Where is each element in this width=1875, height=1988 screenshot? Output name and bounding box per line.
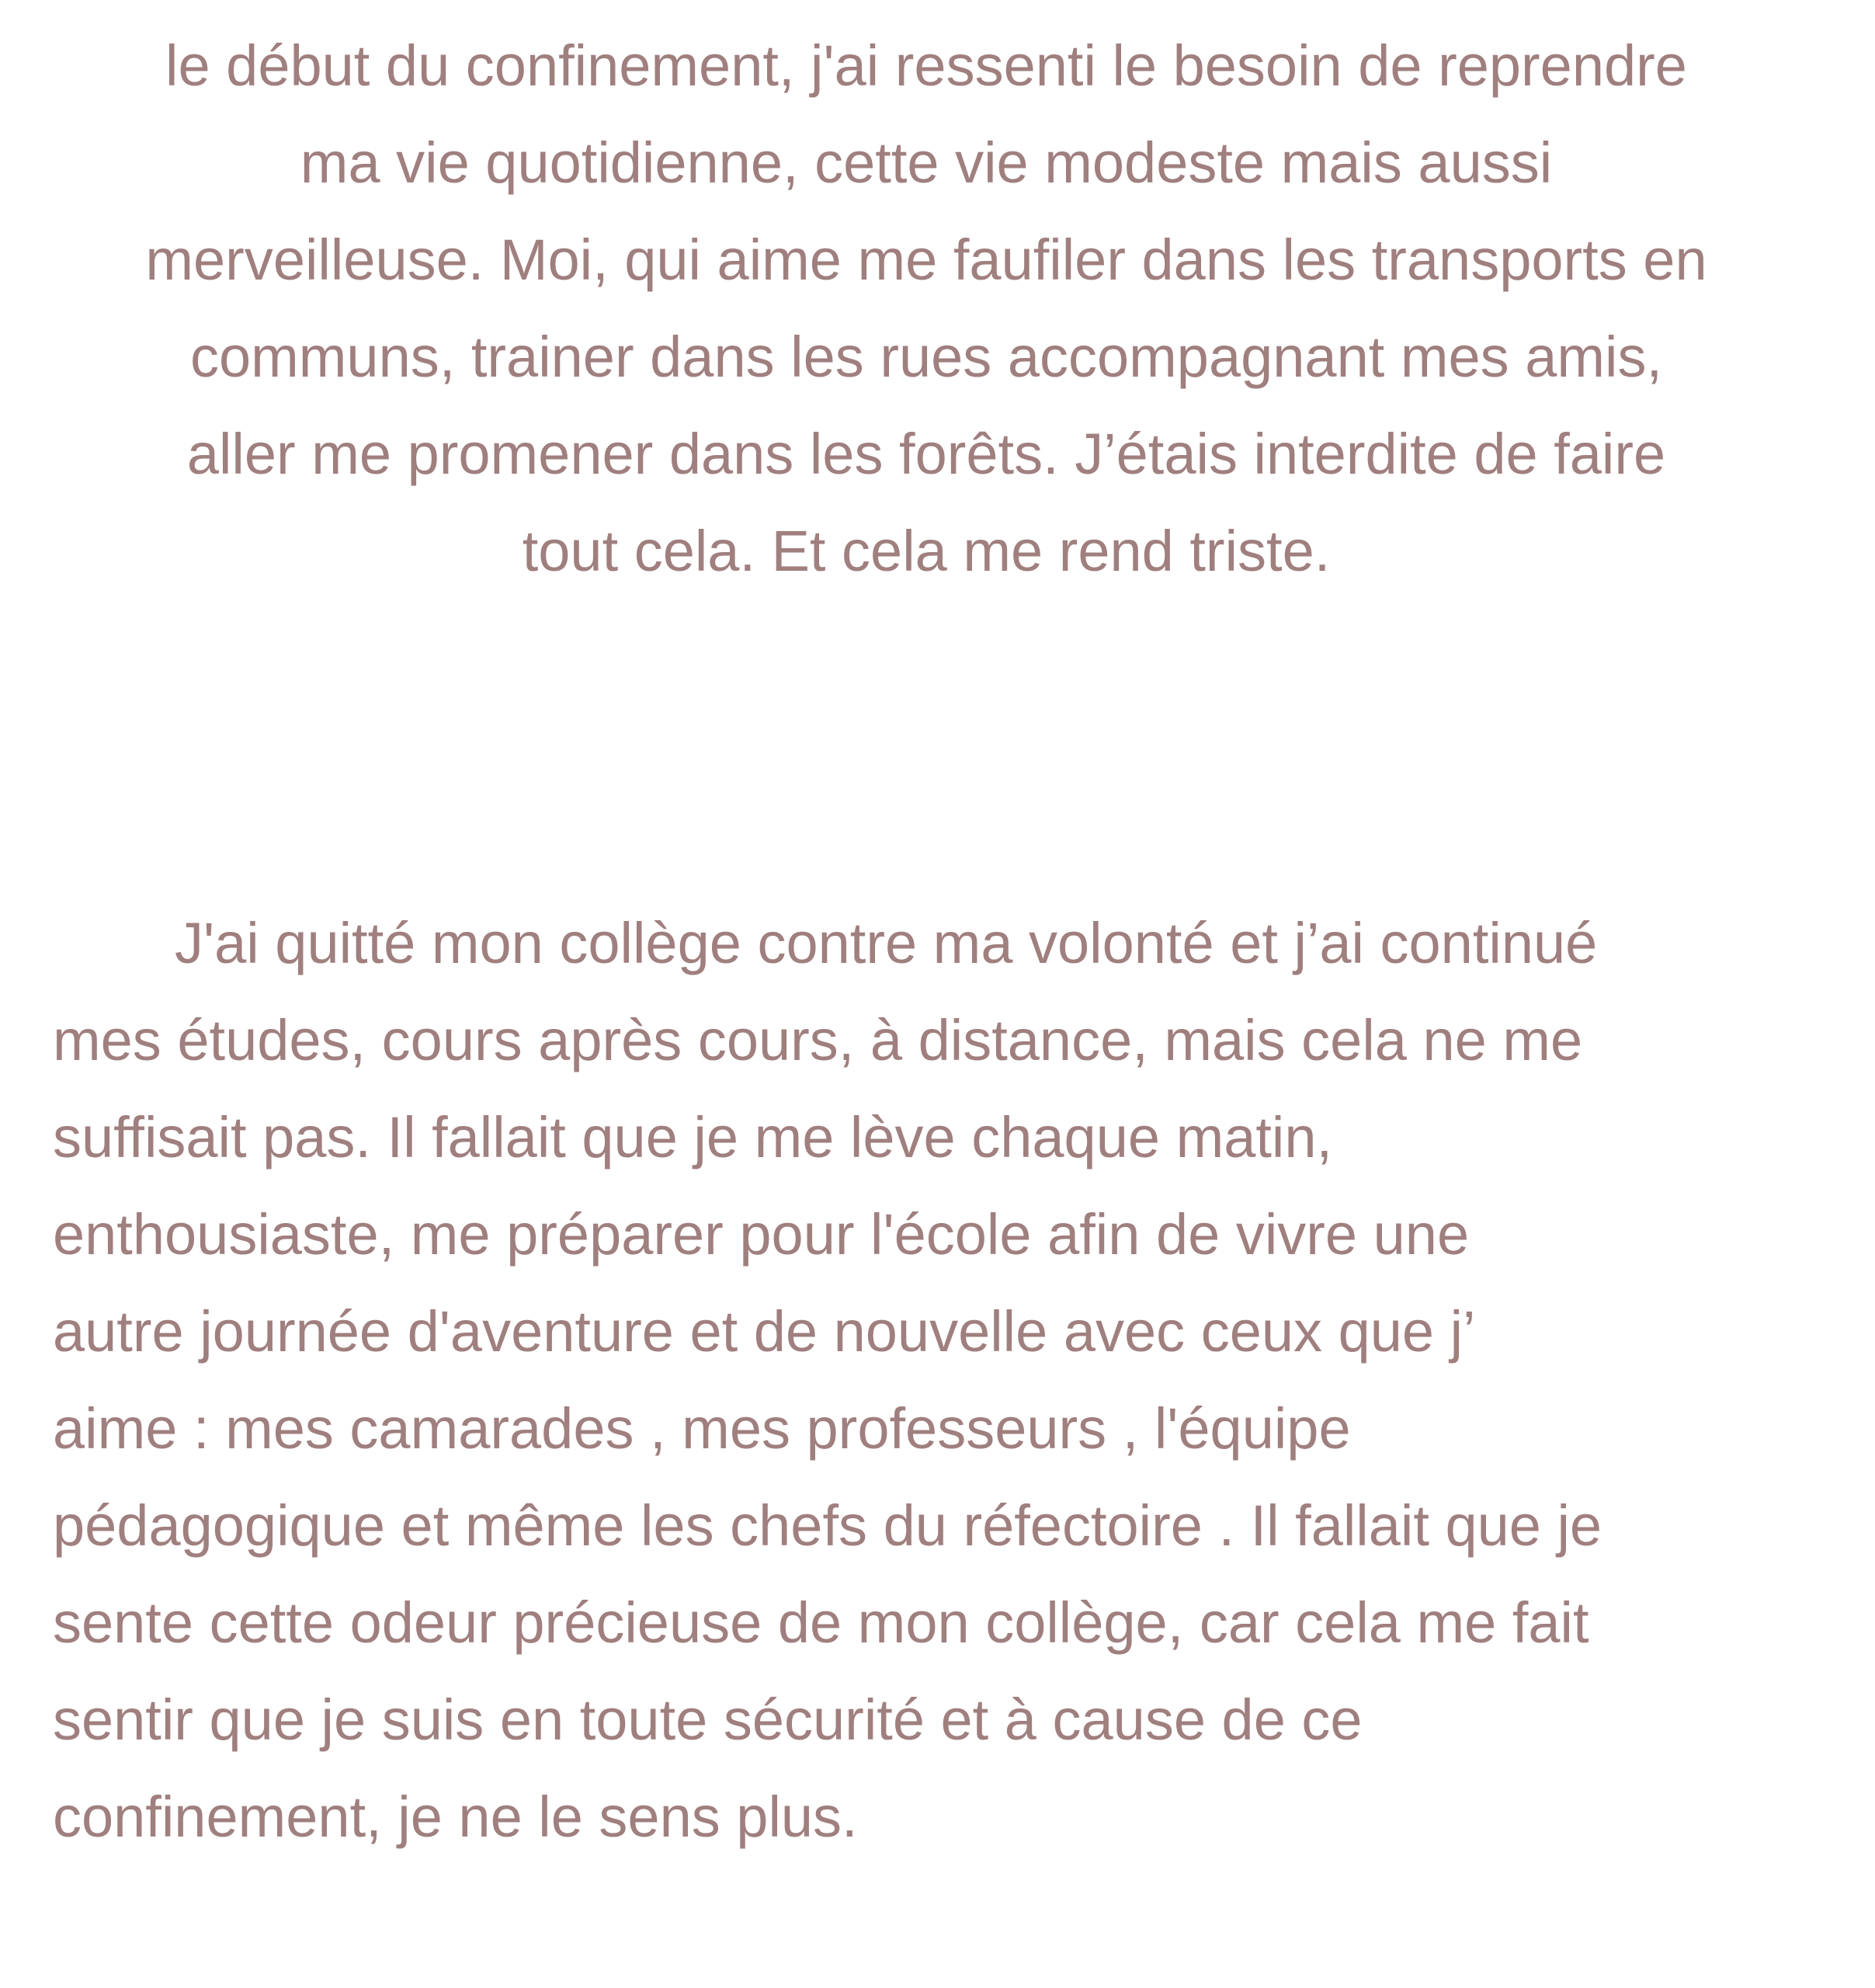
text-line: confinement, je ne le sens plus. [53,1785,858,1849]
paragraph-body [53,895,1800,1865]
text-line: pédagogique et même les chefs du réfectoire . Il fallait que je [53,1493,1602,1558]
paragraph-centered [53,17,1800,600]
text-line: aime : mes camarades , mes professeurs , l'équipe [53,1396,1351,1461]
text-line: sentir que je suis en toute sécurité et à cause de ce [53,1687,1363,1752]
text-line: sente cette odeur précieuse de mon collège, car cela me fait [53,1590,1589,1655]
text-line: merveilleuse. Moi, qui aime me faufiler dans les transports en [145,228,1707,292]
text-line: ma vie quotidienne, cette vie modeste mais aussi [300,130,1553,195]
text-line: enthousiaste, me préparer pour l'école afin de vivre une [53,1202,1470,1267]
text-line: aller me promener dans les forêts. J’étais interdite de faire [186,422,1666,486]
text-line-indented: J'ai quitté mon collège contre ma volonté et j’ai continué [175,911,1598,975]
text-line: suffisait pas. Il fallait que je me lève chaque matin, [53,1105,1333,1170]
text-line: autre journée d'aventure et de nouvelle avec ceux que j’ [53,1299,1476,1364]
text-line: communs, trainer dans les rues accompagnant mes amis, [189,325,1663,389]
text-line: tout cela. Et cela me rend triste. [522,519,1331,583]
text-line: le début du confinement, j'ai ressenti le besoin de reprendre [165,33,1687,98]
text-line: mes études, cours après cours, à distance, mais cela ne me [53,1008,1583,1072]
